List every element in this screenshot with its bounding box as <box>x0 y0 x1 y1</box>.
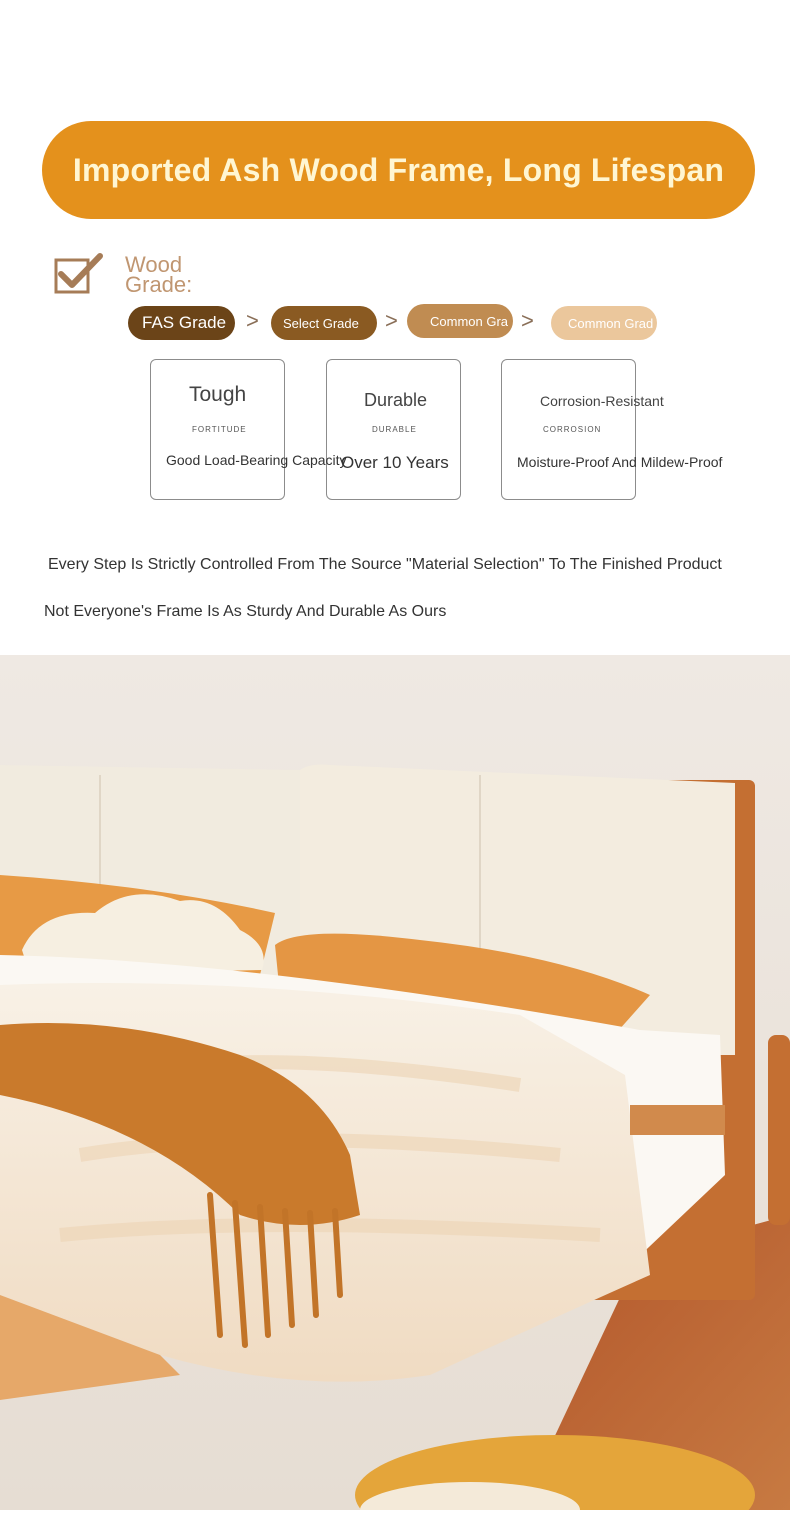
grade-separator: > <box>521 308 534 333</box>
card-subtitle-tough: FORTITUDE <box>192 425 247 434</box>
card-subtitle-corrosion: CORROSION <box>543 425 602 434</box>
grade-pill-label: Select Grade <box>283 315 359 331</box>
headline-title: Imported Ash Wood Frame, Long Lifespan <box>72 151 725 188</box>
card-desc-durable: Over 10 Years <box>341 453 449 472</box>
card-title-corrosion: Corrosion-Resistant <box>540 393 664 409</box>
headline-banner <box>42 121 755 219</box>
grade-separator: > <box>246 308 259 333</box>
wood-grade-label-line2: Grade: <box>125 272 193 297</box>
grade-pill-label: FAS Grade <box>142 313 227 332</box>
grade-pill-common-1 <box>407 304 513 338</box>
checkbox-check-icon <box>52 250 106 296</box>
grade-pill-select <box>271 306 377 340</box>
grade-pill-label: Common Gra <box>430 313 509 329</box>
grade-pill-fas <box>128 306 235 340</box>
sturdiness-statement: Not Everyone's Frame Is As Sturdy And Durable As Ours <box>44 603 447 620</box>
wood-grade-label-line1: Wood <box>125 252 183 277</box>
card-desc-corrosion: Moisture-Proof And Mildew-Proof <box>517 454 723 470</box>
grade-separator: > <box>385 308 398 333</box>
card-desc-tough: Good Load-Bearing Capacity <box>166 452 347 468</box>
quality-statement: Every Step Is Strictly Controlled From The Source "Material Selection" To The Finished Product <box>48 556 722 573</box>
grade-pill-common-2 <box>551 306 657 340</box>
card-title-tough: Tough <box>189 383 247 406</box>
bed-product-photo <box>0 655 790 1510</box>
grade-pill-label: Common Grad <box>568 315 654 331</box>
card-title-durable: Durable <box>364 390 428 410</box>
wood-grade-label <box>125 252 265 297</box>
card-subtitle-durable: DURABLE <box>372 425 417 434</box>
